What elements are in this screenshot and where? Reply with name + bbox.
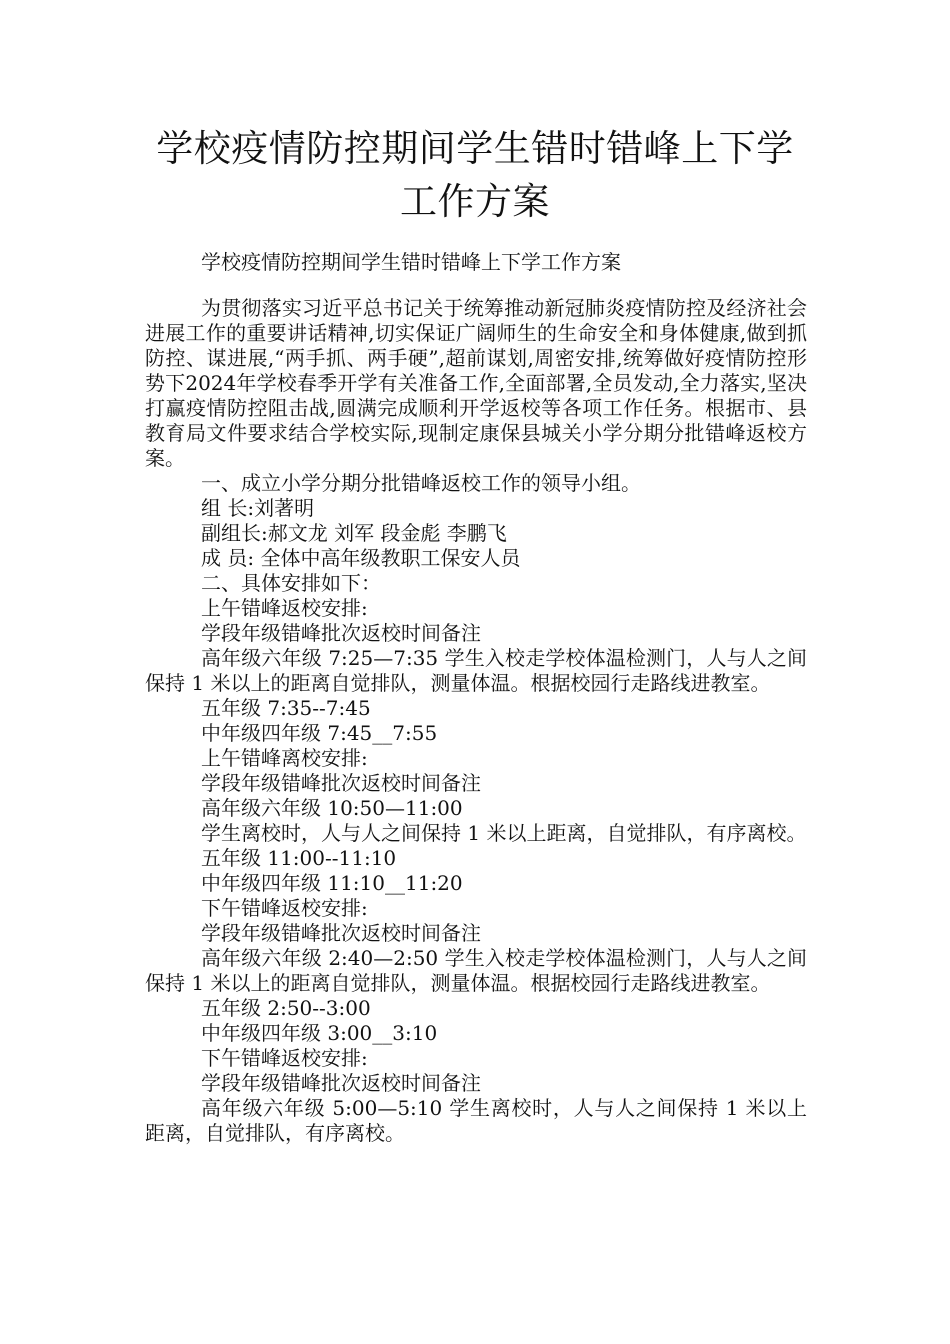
team-members: 成 员: 全体中高年级教职工保安人员	[201, 546, 521, 570]
team-leader: 组 长:刘著明	[201, 496, 315, 520]
schedule-entry: 中年级四年级 7:45__7:55	[201, 721, 438, 745]
document-subtitle: 学校疫情防控期间学生错时错峰上下学工作方案	[201, 250, 621, 274]
morning-departure-heading: 上午错峰离校安排:	[201, 746, 368, 770]
schedule-header: 学段年级错峰批次返校时间备注	[201, 921, 481, 945]
schedule-header: 学段年级错峰批次返校时间备注	[201, 771, 481, 795]
schedule-note: 学生离校时，人与人之间保持 1 米以上距离，自觉排队，有序离校。	[201, 821, 807, 845]
document-title: 学校疫情防控期间学生错时错峰上下学工作方案	[156, 127, 794, 223]
morning-arrival-heading: 上午错峰返校安排:	[201, 596, 368, 620]
schedule-entry: 高年级六年级 2:40—2:50 学生入校走学校体温检测门，人与人之间保持 1 米以上的距离自觉排队，测量体温。根据校园行走路线进教室。	[145, 946, 807, 995]
schedule-header: 学段年级错峰批次返校时间备注	[201, 1071, 481, 1095]
afternoon-second-heading: 下午错峰返校安排:	[201, 1046, 368, 1070]
section-heading-leadership: 一、成立小学分期分批错峰返校工作的领导小组。	[201, 471, 641, 495]
schedule-header: 学段年级错峰批次返校时间备注	[201, 621, 481, 645]
schedule-entry: 五年级 7:35--7:45	[201, 696, 371, 720]
afternoon-arrival-heading: 下午错峰返校安排:	[201, 896, 368, 920]
schedule-entry: 高年级六年级 7:25—7:35 学生入校走学校体温检测门，人与人之间保持 1 米以上的距离自觉排队，测量体温。根据校园行走路线进教室。	[145, 646, 807, 695]
document-body	[145, 296, 807, 1146]
schedule-entry: 高年级六年级 10:50—11:00	[201, 796, 463, 820]
schedule-entry: 五年级 11:00--11:10	[201, 846, 397, 870]
section-heading-arrangement: 二、具体安排如下：	[201, 571, 381, 595]
schedule-entry: 高年级六年级 5:00—5:10 学生离校时，人与人之间保持 1 米以上距离，自觉排队，有序离校。	[145, 1096, 807, 1145]
schedule-entry: 五年级 2:50--3:00	[201, 996, 371, 1020]
intro-paragraph: 为贯彻落实习近平总书记关于统筹推动新冠肺炎疫情防控及经济社会进展工作的重要讲话精神,切实保证广阔师生的生命安全和身体健康,做到抓防控、谋进展,“两手抓、两手硬”,超前谋划,周密安排,统筹做好疫情防控形势下2024年学校春季开学有关准备工作,全面部署,全员发动,全力落实,坚决打赢疫情防控阻击战,圆满完成顺利开学返校等各项工作任务。根据市、县教育局文件要求结合学校实际,现制定康保县城关小学分期分批错峰返校方案。	[145, 296, 807, 470]
deputy-leaders: 副组长:郝文龙 刘军 段金彪 李鹏飞	[201, 521, 507, 545]
schedule-entry: 中年级四年级 11:10__11:20	[201, 871, 463, 895]
schedule-entry: 中年级四年级 3:00__3:10	[201, 1021, 438, 1045]
